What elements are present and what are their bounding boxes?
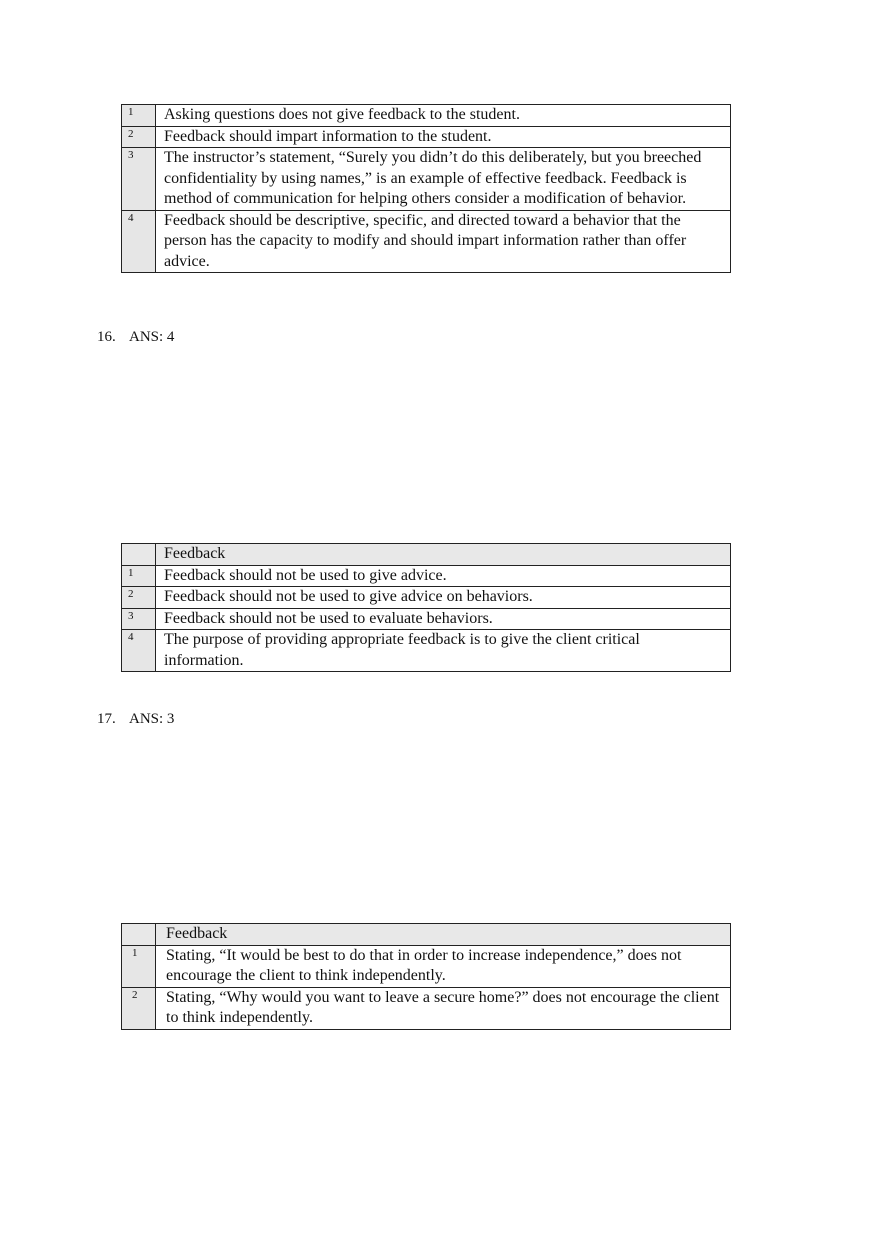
- row-text: The instructor’s statement, “Surely you didn’t do this deliberately, but you breeched confidentiality by using names,” is an example of effective feedback. Feedback is method of communication for helping others consider a modification of behavior.: [156, 148, 731, 211]
- table-row: [122, 126, 731, 148]
- table-row: [122, 987, 731, 1029]
- row-text: Feedback should not be used to give advice on behaviors.: [156, 587, 731, 609]
- row-number: 1: [122, 105, 156, 127]
- table-row: [122, 608, 731, 630]
- row-text: The purpose of providing appropriate feedback is to give the client critical information.: [156, 630, 731, 672]
- row-text: Feedback should not be used to evaluate behaviors.: [156, 608, 731, 630]
- table-row: [122, 630, 731, 672]
- table-header-row: [122, 924, 731, 946]
- answer-16: [97, 329, 174, 346]
- answer-text: ANS: 3: [129, 711, 175, 727]
- rationale-table-3: [121, 923, 731, 1030]
- table-row: [122, 148, 731, 211]
- row-text: Feedback should not be used to give advice.: [156, 565, 731, 587]
- table-row: [122, 587, 731, 609]
- row-text: Stating, “Why would you want to leave a secure home?” does not encourage the client to think independently.: [156, 987, 731, 1029]
- row-number: 4: [122, 630, 156, 672]
- answer-text: ANS: 4: [129, 329, 175, 345]
- table-header-row: [122, 544, 731, 566]
- row-number: 3: [122, 148, 156, 211]
- header-number-cell: [122, 544, 156, 566]
- row-number: 4: [122, 210, 156, 273]
- rationale-table-2: [121, 543, 731, 672]
- table-header: Feedback: [156, 544, 731, 566]
- table-row: [122, 565, 731, 587]
- row-number: 2: [122, 987, 156, 1029]
- row-number: 3: [122, 608, 156, 630]
- table-row: [122, 105, 731, 127]
- row-text: Feedback should impart information to the student.: [156, 126, 731, 148]
- question-number: 17.: [97, 711, 116, 727]
- table-row: [122, 945, 731, 987]
- row-text: Asking questions does not give feedback to the student.: [156, 105, 731, 127]
- row-number: 1: [122, 565, 156, 587]
- rationale-table-1: [121, 104, 731, 273]
- header-number-cell: [122, 924, 156, 946]
- row-number: 2: [122, 587, 156, 609]
- row-number: 2: [122, 126, 156, 148]
- row-text: Stating, “It would be best to do that in order to increase independence,” does not encourage the client to think independently.: [156, 945, 731, 987]
- table-row: [122, 210, 731, 273]
- row-number: 1: [122, 945, 156, 987]
- answer-17: [97, 711, 174, 728]
- table-header: Feedback: [156, 924, 731, 946]
- row-text: Feedback should be descriptive, specific, and directed toward a behavior that the person has the capacity to modify and should impart information rather than offer advice.: [156, 210, 731, 273]
- question-number: 16.: [97, 329, 116, 345]
